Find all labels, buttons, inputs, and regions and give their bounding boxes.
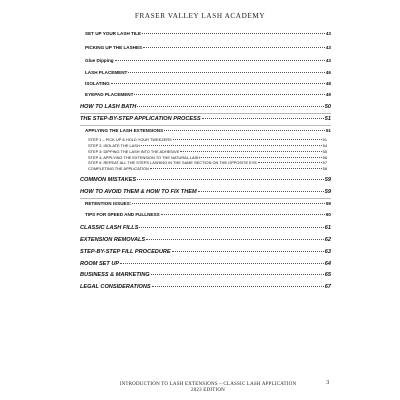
toc-entry-label: LEGAL CONSIDERATIONS: [80, 284, 151, 290]
toc-entry-page: 51: [322, 137, 327, 142]
toc-entry-label: HOW TO AVOID THEM & HOW TO FIX THEM: [80, 189, 197, 195]
toc-entry-page: 64: [324, 261, 331, 267]
dot-leader: [128, 72, 325, 73]
toc-entry[interactable]: [80, 116, 331, 122]
toc-entry-page: 43: [325, 58, 331, 63]
toc-entry-label: STEP-BY-STEP FILL PROCEDURE: [80, 249, 171, 255]
toc-entry[interactable]: [80, 189, 331, 195]
toc-entry[interactable]: [88, 166, 327, 171]
toc-entry-page: 58: [322, 166, 327, 171]
dot-leader: [151, 274, 324, 275]
toc-entry-label: SET UP YOUR LASH TILE: [85, 31, 141, 36]
toc-entry-label: APPLYING THE LASH EXTENSIONS: [85, 128, 164, 133]
toc-entry-label: STEP 4: APPLYING THE EXTENSION TO THE NATURAL LASH: [88, 155, 200, 160]
toc-entry-page: 59: [324, 177, 331, 183]
toc-entry-page: 51: [325, 128, 331, 133]
toc-entry-label: STEP 2: ISOLATE THE LASH: [88, 143, 140, 148]
toc-entry-page: 56: [322, 155, 327, 160]
toc-entry-page: 50: [324, 104, 331, 110]
toc-entry-label: Glue Dipping: [85, 58, 114, 63]
toc-entry[interactable]: [88, 149, 327, 154]
dot-leader: [258, 162, 322, 163]
toc-entry[interactable]: [80, 225, 331, 231]
toc-entry-label: STEP 3: DIPPING THE LASH INTO THE ADHESIVE: [88, 149, 180, 154]
toc-entry-label: PICKING UP THE LASHES: [85, 45, 143, 50]
toc-entry-page: 65: [324, 272, 331, 278]
toc-entry[interactable]: [80, 272, 331, 278]
toc-entry[interactable]: [85, 70, 331, 75]
toc-entry[interactable]: [85, 201, 331, 206]
toc-entry-page: 51: [324, 116, 331, 122]
toc-entry-page: 43: [325, 45, 331, 50]
dot-leader: [164, 130, 325, 131]
toc-entry-label: HOW TO LASH BATH: [80, 104, 137, 110]
section-divider: [80, 198, 331, 199]
toc-entry[interactable]: [80, 237, 331, 243]
toc-entry-page: 54: [322, 143, 327, 148]
toc-entry[interactable]: [80, 284, 331, 290]
dot-leader: [198, 191, 324, 192]
page-header: FRASER VALLEY LASH ACADEMY: [134, 12, 266, 20]
page-footer: [108, 382, 308, 394]
dot-leader: [142, 33, 325, 34]
page-number: 3: [326, 379, 330, 386]
dot-leader: [141, 145, 322, 146]
toc-entry-label: STEP 1 – PICK UP & HOLD YOUR TWEEZERS: [88, 137, 172, 142]
toc-entry[interactable]: [85, 81, 331, 86]
toc-entry-page: 59: [324, 189, 331, 195]
toc-entry[interactable]: [85, 31, 331, 36]
toc-entry-page: 63: [324, 249, 331, 255]
dot-leader: [161, 214, 325, 215]
toc-entry[interactable]: [88, 143, 327, 148]
dot-leader: [137, 106, 323, 107]
toc-entry[interactable]: [80, 104, 331, 110]
toc-entry[interactable]: [85, 212, 331, 217]
toc-entry[interactable]: [85, 45, 331, 50]
toc-entry-label: EXTENSION REMOVALS: [80, 237, 146, 243]
toc-entry-label: TIPS FOR SPEED AND FULLNESS: [85, 212, 160, 217]
dot-leader: [111, 83, 325, 84]
toc-entry[interactable]: [88, 160, 327, 165]
dot-leader: [202, 118, 324, 119]
dot-leader: [180, 151, 322, 152]
toc-entry-page: 43: [325, 31, 331, 36]
toc-entry-label: LASH PLACEMENT: [85, 70, 128, 75]
dot-leader: [201, 157, 322, 158]
toc-entry-label: EYEPAD PLACEMENT: [85, 92, 134, 97]
dot-leader: [152, 286, 324, 287]
toc-entry-label: ROOM SET UP: [80, 261, 120, 267]
dot-leader: [132, 203, 325, 204]
dot-leader: [143, 47, 325, 48]
toc-entry-page: 62: [324, 237, 331, 243]
toc-entry[interactable]: [88, 137, 327, 142]
dot-leader: [137, 179, 324, 180]
toc-entry-page: 61: [324, 225, 331, 231]
toc-entry[interactable]: [80, 249, 331, 255]
toc-entry-page: 49: [325, 92, 331, 97]
toc-entry-page: 55: [322, 149, 327, 154]
toc-entry-label: CLASSIC LASH FILLS: [80, 225, 139, 231]
toc-entry-label: STEP 5: REPEAT ALL THE STEPS LASHING IN THE SAME SECTION ON THE OPPOSITE EYE: [88, 160, 257, 165]
toc-entry-page: 57: [322, 160, 327, 165]
toc-entry-page: 67: [324, 284, 331, 290]
section-divider: [80, 113, 331, 114]
toc-entry-page: 46: [325, 70, 331, 75]
toc-entry[interactable]: [80, 177, 331, 183]
toc-entry-page: 48: [325, 81, 331, 86]
toc-entry[interactable]: [85, 92, 331, 97]
footer-title: INTRODUCTION TO LASH EXTENSIONS – CLASSIC LASH APPLICATION: [119, 382, 297, 387]
toc-entry-label: COMPLETING THE APPLICATION: [88, 166, 149, 171]
toc-entry-label: BUSINESS & MARKETING: [80, 272, 150, 278]
footer-edition: 2023 EDITION: [191, 388, 225, 394]
dot-leader: [172, 251, 324, 252]
toc-entry-page: 60: [325, 212, 331, 217]
dot-leader: [150, 168, 322, 169]
toc-entry-label: COMMON MISTAKES: [80, 177, 137, 183]
dot-leader: [134, 94, 324, 95]
dot-leader: [146, 239, 324, 240]
toc-entry[interactable]: [85, 128, 331, 133]
dot-leader: [120, 263, 324, 264]
toc-entry[interactable]: [85, 58, 331, 63]
toc-entry-label: THE STEP-BY-STEP APPLICATION PROCESS: [80, 116, 201, 122]
toc-entry-label: ISOLATING: [85, 81, 110, 86]
dot-leader: [115, 60, 325, 61]
section-divider: [80, 125, 331, 126]
dot-leader: [173, 139, 322, 140]
toc-entry-page: 59: [325, 201, 331, 206]
toc-entry[interactable]: [80, 261, 331, 267]
toc-entry-label: RETENTION ISSUES:: [85, 201, 132, 206]
dot-leader: [139, 227, 323, 228]
